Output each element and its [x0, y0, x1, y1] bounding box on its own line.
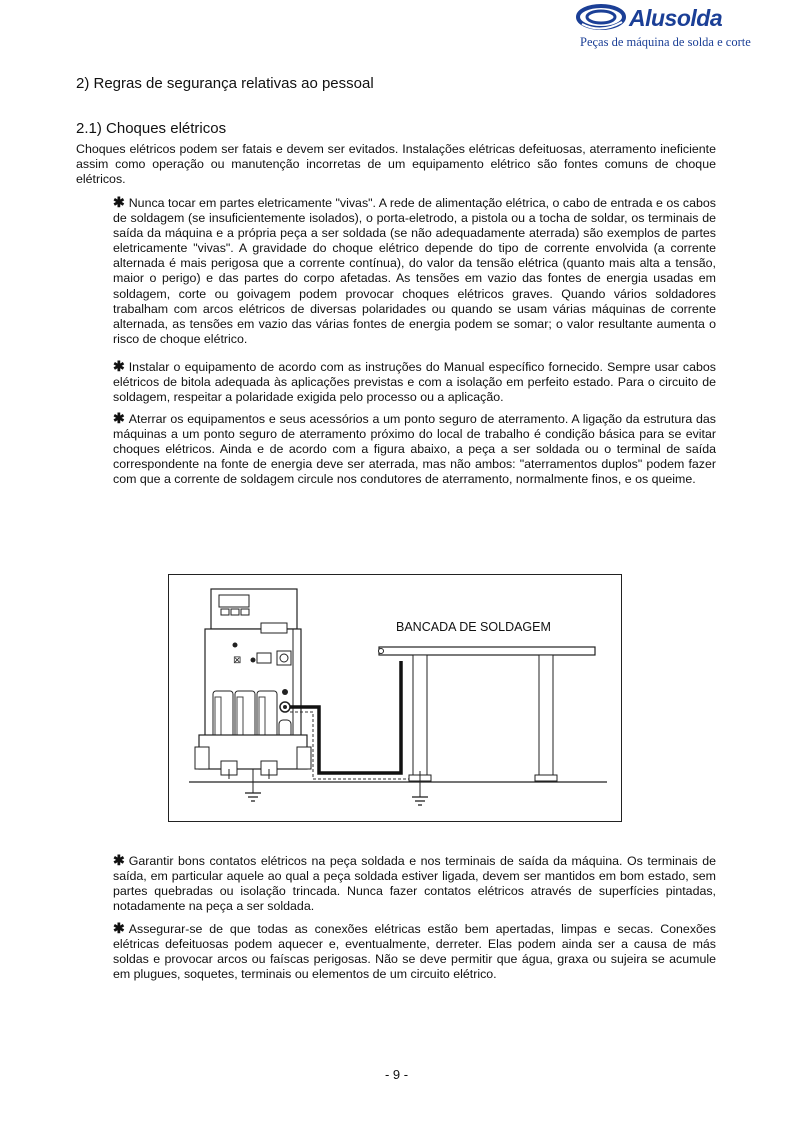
- bullet-text: Assegurar-se de que todas as conexões elétricas estão bem apertadas, limpas e secas. Conexões elétricas defeituosas podem aquecer e, eventualmente, derreter. Elas podem ainda ser a causa de más soldas e provocar arcos ou faíscas perigosas. Não se deve permitir que água, graxa ou sujeira se acumule em plugues, soquetes, terminais ou elementos de um circuito elétrico.: [113, 922, 716, 982]
- page-number: - 9 -: [384, 1067, 409, 1082]
- intro-paragraph: Choques elétricos podem ser fatais e devem ser evitados. Instalações elétricas defeituosas, aterramento ineficiente assim como operação ou manutenção incorretas de um equipamento elétrico são fontes comuns de choque elétricos.: [76, 142, 716, 187]
- bullet-text: Instalar o equipamento de acordo com as instruções do Manual específico fornecido. Sempre usar cabos elétricos de bitola adequada às aplicações previstas e com a isolação em perfeito estado. Para o circuito de soldagem, respeitar a polaridade exigida pelo processo ou a aplicação.: [113, 360, 716, 405]
- bullet-paragraph: [113, 921, 716, 982]
- bullet-paragraph: [113, 411, 716, 487]
- bullet-paragraph: [113, 359, 716, 405]
- grounding-illustration: [169, 575, 621, 821]
- svg-text:⊠: ⊠: [233, 655, 242, 666]
- bullet-paragraph: [113, 195, 716, 347]
- bullet-text: Aterrar os equipamentos e seus acessórios a um ponto seguro de aterramento. A ligação da estrutura das máquinas a um ponto seguro de aterramento próximo do local de trabalho é condição básica para se evitar choques elétricos. Ainda e de acordo com a figura abaixo, a peça a ser soldada ou o terminal de saída correspondente na fonte de energia deve ser aterrada, mas não ambos: "aterramentos duplos" podem fazer com que a corrente de soldagem circule nos condutores de aterramento, normalmente finos, e os queime.: [113, 412, 716, 487]
- subsection-title: 2.1) Choques elétricos: [76, 120, 227, 137]
- bullet-asterisk-icon: ✱: [113, 852, 125, 868]
- logo-tagline: Peças de máquina de solda e corte: [580, 35, 751, 49]
- bullet-asterisk-icon: ✱: [113, 920, 125, 936]
- bullet-asterisk-icon: ✱: [113, 358, 125, 374]
- bullet-text: Nunca tocar em partes eletricamente "vivas". A rede de alimentação elétrica, o cabo de entrada e os cabos de soldagem (se insuficientemente isolados), o porta-eletrodo, a pistola ou a tocha de soldar, os terminais de saída da máquina e a própria peça a ser soldada (se não adequadamente aterrada) são exemplos de partes eletricamente "vivas". A gravidade do choque elétrico depende do tipo de corrente envolvida (a corrente alternada é mais perigosa que a corrente contínua), do valor da tensão elétrica (quanto mais alta a tensão, maior o perigo) e das partes do corpo afetadas. As tensões em vazio das fontes de energia usadas em soldagem, corte ou goivagem podem provocar choques elétricos graves. Quando vários soldadores trabalham com arcos elétricos de diversas polaridades ou quando se usam várias máquinas de corrente alternada, as tensões em vazio das várias fontes de energia podem se somar; o valor resultante aumenta o risco de choque elétrico.: [113, 196, 716, 346]
- bench-label: BANCADA DE SOLDAGEM: [396, 620, 551, 634]
- section-title: 2) Regras de segurança relativas ao pessoal: [76, 75, 374, 92]
- bullet-asterisk-icon: ✱: [113, 410, 125, 426]
- bullet-asterisk-icon: ✱: [113, 194, 125, 210]
- logo-swoosh-icon: [574, 2, 634, 34]
- bullet-paragraph: [113, 853, 716, 914]
- grounding-diagram: [168, 574, 622, 822]
- bullet-text: Garantir bons contatos elétricos na peça soldada e nos terminais de saída da máquina. Os terminais de saída, em particular aquele ao qual a peça soldada estiver ligada, devem ser mantidos em bom estado, sem partes quebradas ou isolação trincada. Nunca fazer contatos elétricos através de superfícies pintadas, notadamente na peça a ser soldada.: [113, 854, 716, 914]
- logo-brand: Alusolda: [629, 5, 723, 31]
- alusolda-logo: [574, 2, 751, 52]
